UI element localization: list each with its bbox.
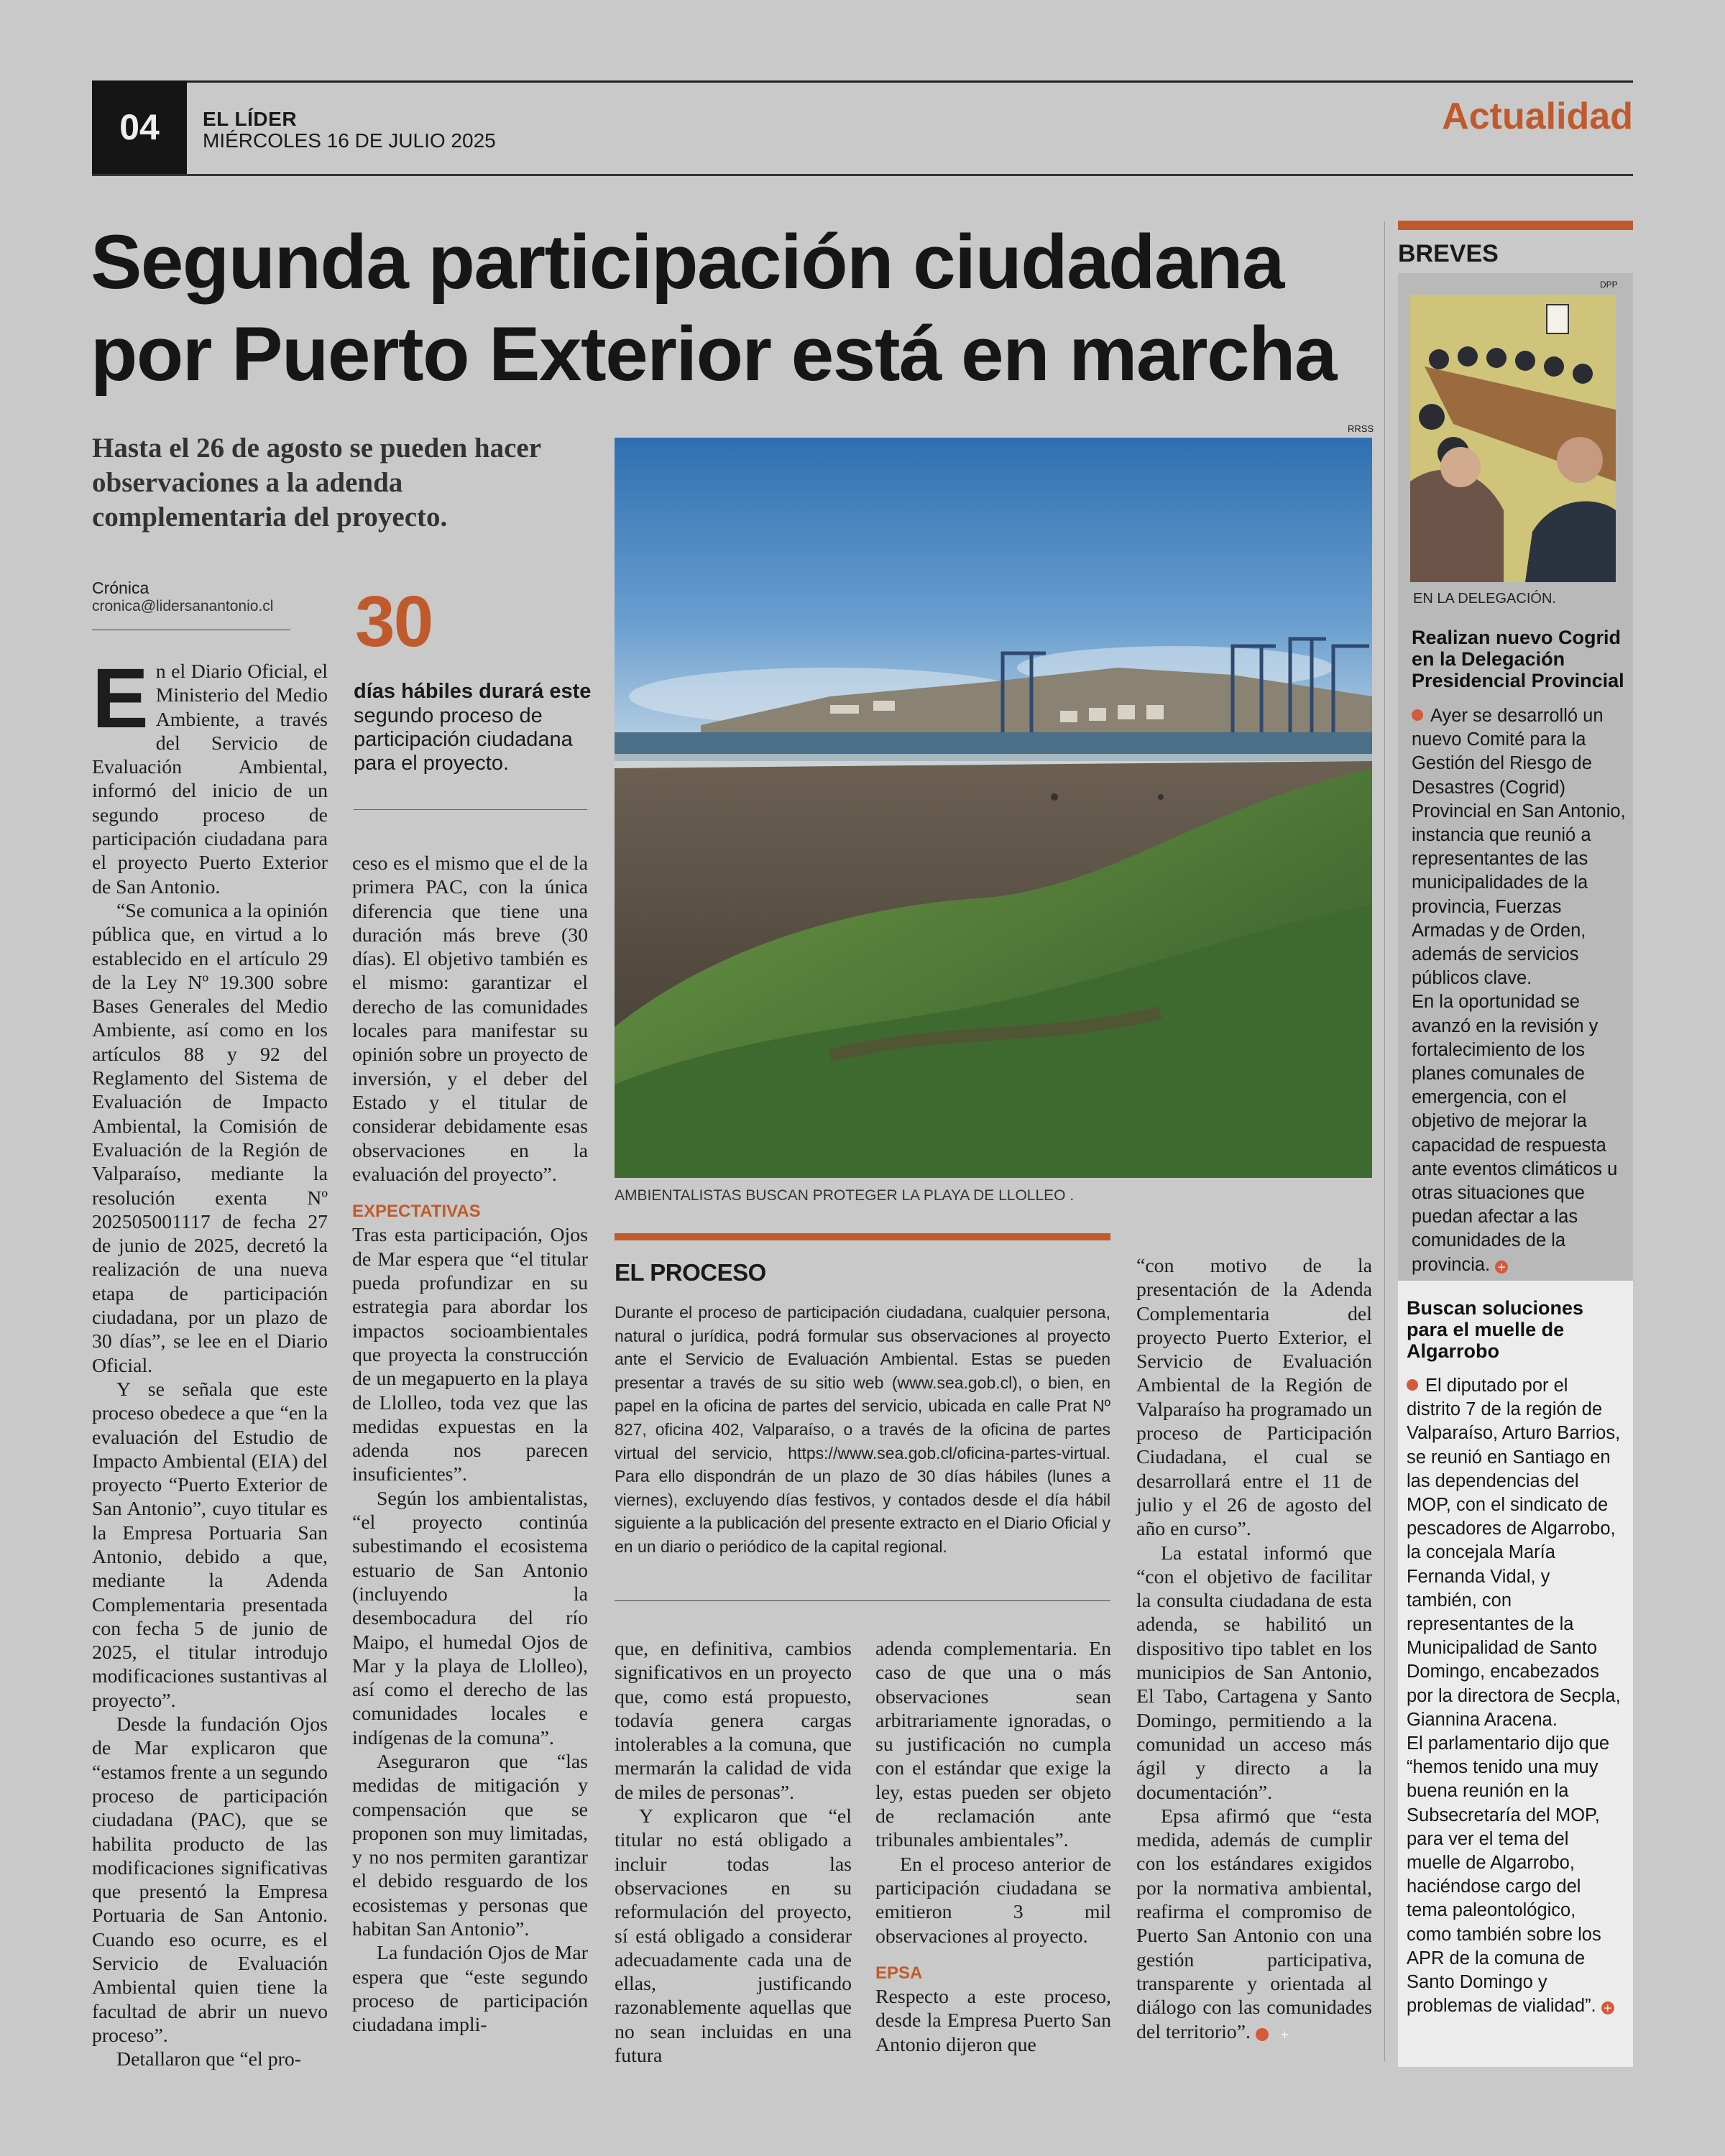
paragraph: Tras esta participación, Ojos de Mar espera que “el titular pueda profundizar en su estrategia para abordar los impactos socioambientales que proyecta la construcción de un megapuerto en la playa de Llolleo, toda vez que las medidas expuestas en la adenda nos parecen insuficientes”. [352,1224,588,1486]
box-text: Durante el proceso de participación ciudadana, cualquier persona, natural o jurídica, podrá formular sus observaciones al proyecto ante el Servicio de Evaluación Ambiental. Estas se pueden presentar a través de su sitio web (www.sea.gob.cl), o bien, en papel en la oficina de partes del servicio, ubicada en calle Prat Nº 827, oficina 402, Valparaíso, o a través de la oficina de partes virtual del servicio, https://www.sea.gob.cl/oficina-partes-virtual. Para ello dispondrán de un plazo de 30 días hábiles (lunes a viernes), excluyendo días festivos, y contados desde el día hábil siguiente a la publicación del presente extracto en el Diario Oficial y en un diario o periódico de la capital regional. [615,1303,1110,1556]
bullet-dot-icon [1412,709,1423,721]
headline-line-2: por Puerto Exterior está en marcha [91,310,1336,397]
subhead-expectativas: EXPECTATIVAS [352,1202,481,1222]
paragraph: Y explicaron que “el titular no está obligado a incluir todas las observaciones en su reformulación del proyecto, sí está obligado a considerar adecuadamente cada una de ellas, justificando razonablemente aquellas que no sean incluidas en una futura [615,1805,852,2068]
article-column-5 [1136,1254,1372,2044]
paragraph: En el Diario Oficial, el Ministerio del Medio Ambiente, a través del Servicio de Evaluación Ambiental, informó del inicio de un segundo proceso de participación ciudadana para el proyecto Puerto Exterior de San Antonio. [92,651,328,898]
article-column-4 [875,1637,1111,2057]
paragraph: que, en definitiva, cambios significativos en un proyecto que, como está propuesto, todavía genera cargas intolerables a la comuna, que mermarán la calidad de vida de miles de personas”. [615,1638,852,1804]
section-label: Actualidad [1442,96,1633,137]
paragraph: En el proceso anterior de participación ciudadana se emitieron 3 mil observaciones al proyecto. [875,1853,1111,1948]
headline-line-1: Segunda participación ciudadana [91,218,1284,305]
brief-1-title: Realizan nuevo Cogrid en la Delegación Presidencial Provincial [1412,627,1624,691]
highlight-rule [354,809,587,810]
article-column-2 [352,852,588,2037]
bullet-dot-icon [1407,1379,1418,1391]
article-deck: Hasta el 26 de agosto se pueden hacer observaciones a la adenda complementaria del proyecto. [92,433,541,533]
brief-2-title: Buscan soluciones para el muelle de Algarrobo [1407,1297,1584,1362]
end-mark-icon: + [1601,2001,1614,2014]
paragraph: ceso es el mismo que el de la primera PAC, con la única diferencia que tiene una duración más breve (30 días). El objetivo también es el mismo: garantizar el derecho de las comunidades locales para manifestar su opinión sobre un proyecto de inversión, y el deber del Estado y el titular de considerar debidamente esas observaciones en la evaluación del proyecto”. [352,852,588,1186]
highlight-text-bold: días hábiles durará este [354,680,592,703]
header-bottom-rule [92,174,1633,176]
photo-caption: AMBIENTALISTAS BUSCAN PROTEGER LA PLAYA DE LLOLLEO . [615,1187,1075,1204]
paragraph: La estatal informó que “con el objetivo de facilitar la consulta ciudadana de esta adenda, se habilitó un dispositivo tipo tablet en los municipios de San Antonio, El Tabo, Cartagena y Santo Domingo, permitiendo a la comunidad un acceso más ágil y directo a la documentación”. [1136,1542,1372,1804]
drop-cap: E [92,651,149,746]
issue-date: MIÉRCOLES 16 DE JULIO 2025 [203,129,496,152]
highlight-number: 30 [355,581,433,662]
paragraph: Ayer se desarrolló un nuevo Comité para la Gestión del Riesgo de Desastres (Cogrid) Provincial en San Antonio, instancia que reunió a representantes de las municipalidades de la provincia, Fuerzas Armadas y de Orden, además de servicios públicos clave. [1412,706,1626,989]
paragraph: Desde la fundación Ojos de Mar explicaron que “estamos frente a un segundo proceso de participación ciudadana (PAC), que se habilita producto de las modificaciones significativas que presentó la Empresa Portuaria de San Antonio. Cuando eso ocurre, es el Servicio de Evaluación Ambiental quien tiene la facultad de abrir un nuevo proceso”. [92,1713,328,2047]
header-top-rule [92,80,1633,83]
paragraph: Aseguraron que “las medidas de mitigación y compensación que se proponen son muy limitadas, y no nos permiten garantizar el debido resguardo de los ecosistemas y personas que habitan San Antonio”. [352,1750,588,1941]
article-column-3 [615,1637,852,2068]
byline-email: cronica@lidersanantonio.cl [92,598,274,614]
meeting-photo [1410,295,1616,582]
paragraph: El parlamentario dijo que “hemos tenido una muy buena reunión en la Subsecretaría del MOP, para ver el tema del muelle de Algarrobo, haciéndose cargo del tema paleontológico, como también sobre los APR de la comuna de Santo Domingo y problemas de vialidad”. + [1407,1732,1622,2018]
end-mark-icon: + [1495,1261,1508,1273]
paragraph: Y se señala que este proceso obedece a que “en la evaluación del Estudio de Impacto Ambiental (EIA) del proyecto “Puerto Exterior de San Antonio”, cuyo titular es la Empresa Portuaria San Antonio, debido a que, mediante la Adenda Complementaria presentada con fecha 5 de junio de 2025, el titular introdujo modificaciones sustantivas al proyecto”. [92,1378,328,1712]
paragraph: “con motivo de la presentación de la Adenda Complementaria del proyecto Puerto Exterior, el Servicio de Evaluación Ambiental de la Región de Valparaíso ha programado un proceso de Participación Ciudadana, el cual se desarrollará entre el 11 de julio y el 26 de agosto del año en curso”. [1136,1255,1372,1541]
brief-2-text [1407,1374,1622,2018]
paragraph: adenda complementaria. En caso de que una o más observaciones sean arbitrariamente ignoradas, o su justificación no cumpla con el estándar que exige la ley, estas pueden ser objeto de reclamación ante tribunales ambientales”. [875,1638,1111,1852]
brief-1-text [1412,704,1627,1277]
byline-name: Crónica [92,579,150,597]
paragraph: Epsa afirmó que “esta medida, además de cumplir con los estándares exigidos por la normativa ambiental, reafirma el compromiso de Puerto San Antonio con una gestión participativa, transparente y orientada al diálogo con las comunidades del territorio”. + [1136,1805,1372,2043]
sidebar-title: BREVES [1398,240,1499,267]
highlight-text: segundo proceso de participación ciudadana para el proyecto. [354,704,573,775]
newspaper-name: EL LÍDER [203,108,298,130]
box-rule [615,1600,1110,1601]
beach-port-photo [615,438,1372,1178]
paragraph: La fundación Ojos de Mar espera que “este segundo proceso de participación ciudadana impli- [352,1942,588,2037]
end-mark-icon: + [1256,2028,1269,2041]
photo-credit: RRSS [1348,423,1374,434]
paragraph: Según los ambientalistas, “el proyecto continúa subestimando el ecosistema estuario de San Antonio (incluyendo la desembocadura del río Maipo, el humedal Ojos de Mar y la playa de Llolleo), así como el derecho de las comunidades locales e indígenas de la comuna”. [352,1487,588,1749]
sidebar-divider [1384,221,1385,2061]
sidebar-photo-caption: EN LA DELEGACIÓN. [1413,591,1556,607]
box-accent-bar [615,1233,1110,1240]
article-column-1 [92,651,328,2072]
paragraph: Respecto a este proceso, desde la Empresa Puerto San Antonio dijeron que [875,1986,1111,2056]
sidebar-accent-bar [1398,221,1633,230]
page-number: 04 [92,80,187,174]
article-headline [91,216,1384,400]
paragraph: En la oportunidad se avanzó en la revisión y fortalecimiento de los planes comunales de emergencia, con el objetivo de mejorar la capacidad de respuesta ante eventos climáticos u otras situaciones que puedan afectar a las comunidades de la provincia. + [1412,992,1618,1275]
subhead-epsa: EPSA [875,1963,923,1983]
paragraph: “Se comunica a la opinión pública que, en virtud a lo establecido en el artículo 29 de la Ley Nº 19.300 sobre Bases Generales del Medio Ambiente, así como en los artículos 88 y 92 del Reglamento del Sistema de Evaluación de Impacto Ambiental, la Comisión de Evaluación de la Región de Valparaíso, mediante la resolución exenta Nº 202505001117 de fecha 27 de junio de 2025, decretó la realización de una nueva etapa de participación ciudadana, por un plazo de 30 días”, se lee en el Diario Oficial. [92,899,328,1377]
sidebar-photo-credit: DPP [1600,280,1618,290]
box-title: EL PROCESO [615,1259,766,1286]
paragraph: El diputado por el distrito 7 de la región de Valparaíso, Arturo Barrios, se reunió en Santiago en las dependencias del MOP, con el sindicato de pescadores de Algarrobo, la concejala María Fernanda Vidal, y también, con representantes de la Municipalidad de Santo Domingo, encabezados por la directora de Secpla, Giannina Aracena. [1407,1376,1621,1730]
paragraph: Detallaron que “el pro- [116,2048,301,2071]
